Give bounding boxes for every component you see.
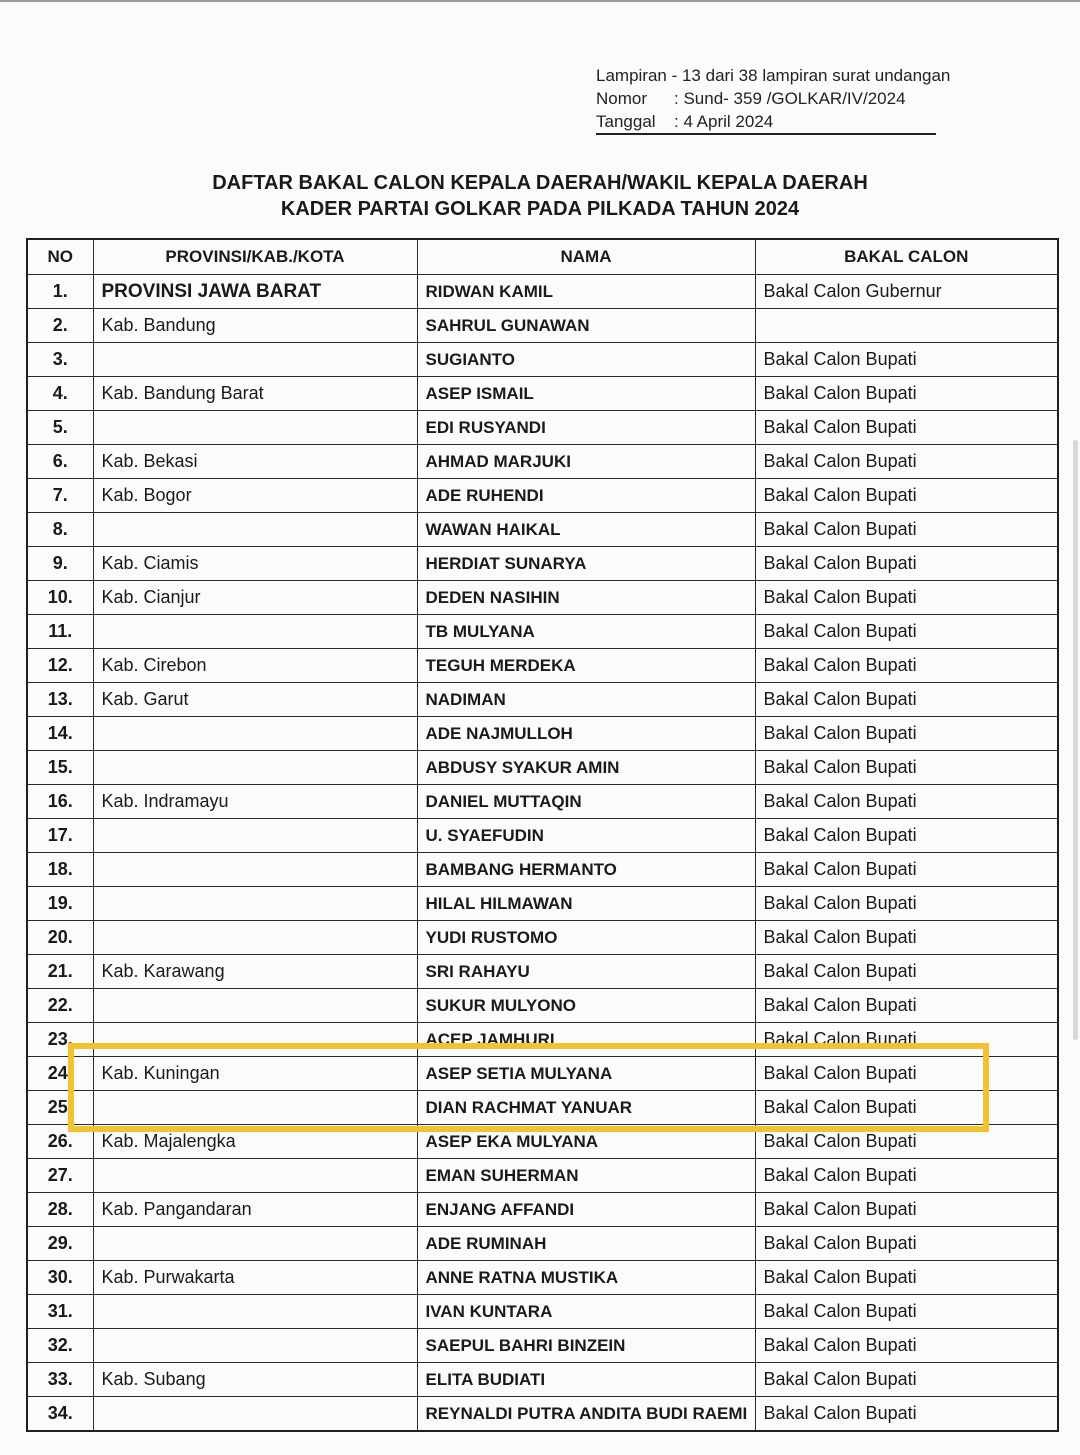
title-line-2: KADER PARTAI GOLKAR PADA PILKADA TAHUN 2024 bbox=[280, 198, 800, 220]
nomor-label: Nomor bbox=[596, 89, 648, 108]
table-row bbox=[27, 343, 1058, 377]
row-provinsi bbox=[93, 717, 417, 751]
table-row bbox=[27, 683, 1058, 717]
row-provinsi: Kab. Bekasi bbox=[93, 445, 417, 479]
table-row bbox=[27, 1397, 1058, 1432]
row-nama: ACEP JAMHURI bbox=[417, 1023, 755, 1057]
row-nama: ANNE RATNA MUSTIKA bbox=[417, 1261, 755, 1295]
row-bakal-calon: Bakal Calon Bupati bbox=[755, 1125, 1058, 1159]
row-provinsi bbox=[93, 819, 417, 853]
row-number: 7. bbox=[27, 479, 93, 513]
row-provinsi bbox=[93, 343, 417, 377]
table-row bbox=[27, 513, 1058, 547]
row-number: 30. bbox=[27, 1261, 93, 1295]
row-provinsi: Kab. Bandung Barat bbox=[93, 377, 417, 411]
table-row bbox=[27, 1159, 1058, 1193]
row-nama: SRI RAHAYU bbox=[417, 955, 755, 989]
table-row bbox=[27, 411, 1058, 445]
row-bakal-calon: Bakal Calon Bupati bbox=[755, 853, 1058, 887]
table-row bbox=[27, 1091, 1058, 1125]
table-row bbox=[27, 479, 1058, 513]
row-nama: DEDEN NASIHIN bbox=[417, 581, 755, 615]
row-provinsi bbox=[93, 1329, 417, 1363]
table-row bbox=[27, 717, 1058, 751]
row-nama: WAWAN HAIKAL bbox=[417, 513, 755, 547]
row-bakal-calon: Bakal Calon Bupati bbox=[755, 887, 1058, 921]
row-nama: IVAN KUNTARA bbox=[417, 1295, 755, 1329]
row-bakal-calon: Bakal Calon Bupati bbox=[755, 479, 1058, 513]
row-provinsi bbox=[93, 921, 417, 955]
row-number: 20. bbox=[27, 921, 93, 955]
attachment-header bbox=[596, 64, 981, 133]
row-nama: RIDWAN KAMIL bbox=[417, 275, 755, 309]
row-nama: SAEPUL BAHRI BINZEIN bbox=[417, 1329, 755, 1363]
row-nama: TB MULYANA bbox=[417, 615, 755, 649]
row-nama: REYNALDI PUTRA ANDITA BUDI RAEMI bbox=[417, 1397, 755, 1432]
row-provinsi bbox=[93, 411, 417, 445]
table-row bbox=[27, 581, 1058, 615]
row-number: 19. bbox=[27, 887, 93, 921]
row-nama: ADE NAJMULLOH bbox=[417, 717, 755, 751]
row-bakal-calon: Bakal Calon Bupati bbox=[755, 581, 1058, 615]
table-row bbox=[27, 1125, 1058, 1159]
table-row bbox=[27, 377, 1058, 411]
column-header-nama: NAMA bbox=[417, 239, 755, 275]
table-row bbox=[27, 751, 1058, 785]
tanggal-value: : 4 April 2024 bbox=[674, 112, 774, 131]
row-nama: YUDI RUSTOMO bbox=[417, 921, 755, 955]
row-number: 27. bbox=[27, 1159, 93, 1193]
row-nama: ADE RUMINAH bbox=[417, 1227, 755, 1261]
row-bakal-calon: Bakal Calon Bupati bbox=[755, 343, 1058, 377]
row-bakal-calon: Bakal Calon Bupati bbox=[755, 785, 1058, 819]
nomor-line bbox=[596, 87, 981, 110]
row-bakal-calon: Bakal Calon Bupati bbox=[755, 751, 1058, 785]
row-bakal-calon: Bakal Calon Bupati bbox=[755, 1329, 1058, 1363]
row-provinsi: Kab. Ciamis bbox=[93, 547, 417, 581]
row-number: 3. bbox=[27, 343, 93, 377]
scrollbar[interactable] bbox=[1073, 440, 1078, 1040]
tanggal-label: Tanggal bbox=[596, 112, 656, 131]
table-row bbox=[27, 921, 1058, 955]
row-bakal-calon: Bakal Calon Bupati bbox=[755, 955, 1058, 989]
row-nama: DANIEL MUTTAQIN bbox=[417, 785, 755, 819]
row-number: 32. bbox=[27, 1329, 93, 1363]
row-number: 23. bbox=[27, 1023, 93, 1057]
row-nama: BAMBANG HERMANTO bbox=[417, 853, 755, 887]
row-number: 34. bbox=[27, 1397, 93, 1432]
row-number: 33. bbox=[27, 1363, 93, 1397]
row-bakal-calon: Bakal Calon Bupati bbox=[755, 445, 1058, 479]
title-line-1: DAFTAR BAKAL CALON KEPALA DAERAH/WAKIL KEPALA DAERAH bbox=[212, 172, 868, 194]
row-bakal-calon: Bakal Calon Bupati bbox=[755, 615, 1058, 649]
row-number: 31. bbox=[27, 1295, 93, 1329]
row-number: 15. bbox=[27, 751, 93, 785]
row-number: 13. bbox=[27, 683, 93, 717]
row-bakal-calon: Bakal Calon Bupati bbox=[755, 1023, 1058, 1057]
row-provinsi: Kab. Purwakarta bbox=[93, 1261, 417, 1295]
row-provinsi: Kab. Indramayu bbox=[93, 785, 417, 819]
row-bakal-calon: Bakal Calon Bupati bbox=[755, 1227, 1058, 1261]
row-nama: ENJANG AFFANDI bbox=[417, 1193, 755, 1227]
table-row bbox=[27, 1023, 1058, 1057]
row-provinsi: Kab. Cirebon bbox=[93, 649, 417, 683]
row-bakal-calon: Bakal Calon Bupati bbox=[755, 649, 1058, 683]
row-number: 12. bbox=[27, 649, 93, 683]
row-bakal-calon: Bakal Calon Bupati bbox=[755, 1363, 1058, 1397]
table-row bbox=[27, 1329, 1058, 1363]
table-row bbox=[27, 1363, 1058, 1397]
row-nama: ADE RUHENDI bbox=[417, 479, 755, 513]
table-row bbox=[27, 819, 1058, 853]
row-provinsi bbox=[93, 751, 417, 785]
table-row bbox=[27, 615, 1058, 649]
row-provinsi bbox=[93, 853, 417, 887]
row-nama: ELITA BUDIATI bbox=[417, 1363, 755, 1397]
row-bakal-calon: Bakal Calon Bupati bbox=[755, 1295, 1058, 1329]
table-row bbox=[27, 649, 1058, 683]
table-row bbox=[27, 275, 1058, 309]
row-nama: U. SYAEFUDIN bbox=[417, 819, 755, 853]
row-number: 28. bbox=[27, 1193, 93, 1227]
document-title bbox=[0, 170, 1080, 222]
table-row bbox=[27, 1057, 1058, 1091]
column-header-bakal-calon: BAKAL CALON bbox=[755, 239, 1058, 275]
row-nama: ASEP SETIA MULYANA bbox=[417, 1057, 755, 1091]
row-number: 11. bbox=[27, 615, 93, 649]
header-underline bbox=[596, 133, 936, 135]
top-edge-line bbox=[0, 0, 1080, 2]
row-bakal-calon: Bakal Calon Bupati bbox=[755, 411, 1058, 445]
row-number: 22. bbox=[27, 989, 93, 1023]
row-number: 18. bbox=[27, 853, 93, 887]
table-row bbox=[27, 989, 1058, 1023]
row-number: 9. bbox=[27, 547, 93, 581]
table-row bbox=[27, 1261, 1058, 1295]
row-number: 8. bbox=[27, 513, 93, 547]
row-bakal-calon: Bakal Calon Bupati bbox=[755, 717, 1058, 751]
row-number: 4. bbox=[27, 377, 93, 411]
row-number: 6. bbox=[27, 445, 93, 479]
row-provinsi bbox=[93, 1397, 417, 1432]
row-number: 5. bbox=[27, 411, 93, 445]
table-row bbox=[27, 309, 1058, 343]
row-bakal-calon: Bakal Calon Bupati bbox=[755, 1397, 1058, 1432]
row-number: 1. bbox=[27, 275, 93, 309]
row-number: 17. bbox=[27, 819, 93, 853]
table-row bbox=[27, 785, 1058, 819]
table-row bbox=[27, 955, 1058, 989]
row-provinsi: Kab. Majalengka bbox=[93, 1125, 417, 1159]
candidate-table bbox=[26, 238, 1059, 1432]
row-nama: NADIMAN bbox=[417, 683, 755, 717]
row-bakal-calon: Bakal Calon Bupati bbox=[755, 989, 1058, 1023]
row-provinsi: Kab. Bogor bbox=[93, 479, 417, 513]
row-bakal-calon: Bakal Calon Bupati bbox=[755, 377, 1058, 411]
table-row bbox=[27, 445, 1058, 479]
row-nama: AHMAD MARJUKI bbox=[417, 445, 755, 479]
nomor-value: : Sund- 359 /GOLKAR/IV/2024 bbox=[674, 89, 906, 108]
row-nama: ASEP ISMAIL bbox=[417, 377, 755, 411]
row-nama: ABDUSY SYAKUR AMIN bbox=[417, 751, 755, 785]
row-bakal-calon: Bakal Calon Bupati bbox=[755, 513, 1058, 547]
row-bakal-calon: Bakal Calon Bupati bbox=[755, 1159, 1058, 1193]
row-nama: SUGIANTO bbox=[417, 343, 755, 377]
row-nama: ASEP EKA MULYANA bbox=[417, 1125, 755, 1159]
row-provinsi: Kab. Karawang bbox=[93, 955, 417, 989]
row-bakal-calon: Bakal Calon Bupati bbox=[755, 1091, 1058, 1125]
row-number: 16. bbox=[27, 785, 93, 819]
tanggal-line bbox=[596, 110, 981, 133]
row-number: 14. bbox=[27, 717, 93, 751]
row-provinsi bbox=[93, 887, 417, 921]
table-row bbox=[27, 853, 1058, 887]
row-number: 29. bbox=[27, 1227, 93, 1261]
row-bakal-calon: Bakal Calon Gubernur bbox=[755, 275, 1058, 309]
table-row bbox=[27, 1227, 1058, 1261]
row-provinsi bbox=[93, 1023, 417, 1057]
table-header-row bbox=[27, 239, 1058, 275]
table-row bbox=[27, 887, 1058, 921]
row-bakal-calon: Bakal Calon Bupati bbox=[755, 1193, 1058, 1227]
row-bakal-calon: Bakal Calon Bupati bbox=[755, 683, 1058, 717]
row-bakal-calon: Bakal Calon Bupati bbox=[755, 819, 1058, 853]
table-row bbox=[27, 547, 1058, 581]
table-row bbox=[27, 1193, 1058, 1227]
row-number: 21. bbox=[27, 955, 93, 989]
table-row bbox=[27, 1295, 1058, 1329]
row-provinsi: Kab. Kuningan bbox=[93, 1057, 417, 1091]
row-bakal-calon: Bakal Calon Bupati bbox=[755, 921, 1058, 955]
row-provinsi: PROVINSI JAWA BARAT bbox=[93, 275, 417, 309]
row-nama: DIAN RACHMAT YANUAR bbox=[417, 1091, 755, 1125]
row-number: 10. bbox=[27, 581, 93, 615]
lampiran-text: Lampiran - 13 dari 38 lampiran surat undangan bbox=[596, 66, 951, 85]
row-bakal-calon: Bakal Calon Bupati bbox=[755, 1261, 1058, 1295]
row-provinsi bbox=[93, 1159, 417, 1193]
row-number: 2. bbox=[27, 309, 93, 343]
table-body bbox=[27, 275, 1058, 1432]
column-header-provinsi: PROVINSI/KAB./KOTA bbox=[93, 239, 417, 275]
column-header-no: NO bbox=[27, 239, 93, 275]
row-nama: EDI RUSYANDI bbox=[417, 411, 755, 445]
row-provinsi bbox=[93, 513, 417, 547]
row-provinsi: Kab. Garut bbox=[93, 683, 417, 717]
row-number: 25. bbox=[27, 1091, 93, 1125]
row-nama: TEGUH MERDEKA bbox=[417, 649, 755, 683]
row-bakal-calon: Bakal Calon Bupati bbox=[755, 547, 1058, 581]
row-provinsi bbox=[93, 1295, 417, 1329]
row-provinsi bbox=[93, 615, 417, 649]
row-provinsi bbox=[93, 989, 417, 1023]
row-provinsi: Kab. Pangandaran bbox=[93, 1193, 417, 1227]
row-number: 26. bbox=[27, 1125, 93, 1159]
row-provinsi: Kab. Cianjur bbox=[93, 581, 417, 615]
row-nama: SUKUR MULYONO bbox=[417, 989, 755, 1023]
row-nama: HILAL HILMAWAN bbox=[417, 887, 755, 921]
row-nama: SAHRUL GUNAWAN bbox=[417, 309, 755, 343]
row-provinsi: Kab. Subang bbox=[93, 1363, 417, 1397]
row-nama: HERDIAT SUNARYA bbox=[417, 547, 755, 581]
row-bakal-calon bbox=[755, 309, 1058, 343]
candidate-table-wrapper bbox=[26, 238, 1057, 1432]
lampiran-line bbox=[596, 64, 981, 87]
row-provinsi: Kab. Bandung bbox=[93, 309, 417, 343]
row-number: 24. bbox=[27, 1057, 93, 1091]
row-nama: EMAN SUHERMAN bbox=[417, 1159, 755, 1193]
row-provinsi bbox=[93, 1091, 417, 1125]
row-bakal-calon: Bakal Calon Bupati bbox=[755, 1057, 1058, 1091]
row-provinsi bbox=[93, 1227, 417, 1261]
